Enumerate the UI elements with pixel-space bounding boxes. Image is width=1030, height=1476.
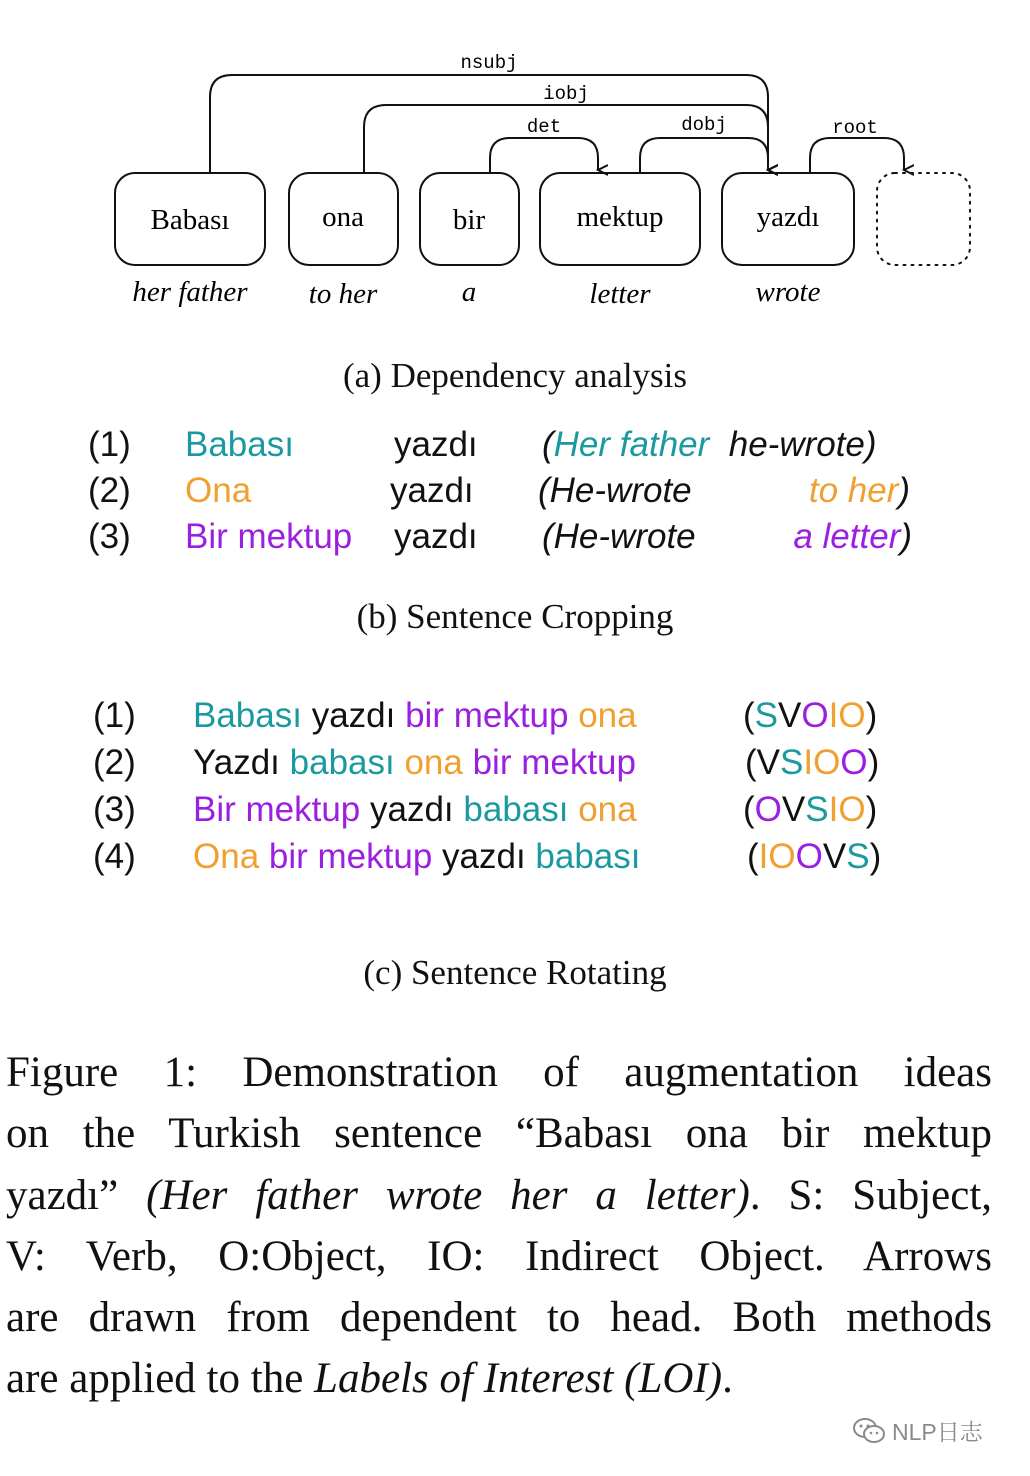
cropping-row-word: Bir mektup — [185, 517, 353, 556]
cropping-row-verb: yazdı — [394, 517, 478, 556]
figure-caption — [6, 1042, 992, 1410]
segment: babası — [463, 790, 579, 829]
arc-dobj — [640, 138, 768, 172]
caption-text: yazdı” — [6, 1171, 147, 1219]
caption-dependency-analysis: (a) Dependency analysis — [342, 356, 688, 395]
token-word: Babası — [150, 204, 230, 236]
caption-italic-text: (Her father wrote her a letter) — [146, 1171, 750, 1219]
segment: IO — [758, 837, 796, 876]
watermark-text: NLP日志 — [892, 1419, 983, 1445]
rotating-row-num: (3) — [93, 790, 136, 829]
caption-text: V: Verb, O:Object, IO: Indirect Object. Arrows — [6, 1232, 992, 1280]
rotating-row-order — [743, 790, 877, 830]
segment: bir mektup — [472, 743, 636, 782]
caption-text: are applied to the — [6, 1355, 315, 1403]
arc-label: root — [832, 117, 878, 139]
token-gloss: a — [461, 276, 477, 308]
caption-italic-text: Labels of Interest (LOI) — [314, 1355, 723, 1403]
rotating-row-order — [743, 696, 877, 736]
segment: O — [754, 790, 782, 829]
token-word: ona — [322, 201, 364, 233]
segment-group — [809, 471, 910, 511]
segment: V — [822, 837, 847, 876]
segment: yazdı — [370, 790, 464, 829]
caption-text: . — [722, 1355, 733, 1403]
segment: he-wrote) — [709, 425, 877, 464]
caption-line — [6, 1348, 992, 1409]
caption-sentence-rotating: (c) Sentence Rotating — [363, 953, 667, 992]
segment: V — [781, 790, 806, 829]
segment: O — [801, 696, 829, 735]
rotating-row-num: (2) — [93, 743, 136, 782]
segment: V — [756, 743, 781, 782]
caption-text: are drawn from dependent to head. Both methods — [6, 1294, 992, 1342]
caption-text: on the Turkish sentence “Babası ona bir mektup — [6, 1110, 992, 1158]
cropping-row-translation — [542, 425, 877, 465]
cropping-row-num: (3) — [88, 517, 131, 556]
segment: Bir mektup — [193, 790, 370, 829]
segment: bir mektup — [268, 837, 443, 876]
segment: S — [754, 696, 779, 735]
rotating-row-sentence — [193, 837, 641, 877]
arc-label: dobj — [681, 114, 727, 136]
rotating-row-order — [745, 743, 879, 783]
watermark — [852, 1414, 983, 1447]
cropping-row-word: Ona — [185, 471, 252, 510]
caption-line — [6, 1287, 992, 1348]
token-gloss: her father — [132, 276, 248, 308]
caption-line — [6, 1042, 992, 1103]
segment: IO — [828, 696, 866, 735]
segment: ona — [404, 743, 473, 782]
segment: ) — [865, 790, 878, 829]
segment: yazdı — [442, 837, 536, 876]
token-gloss: letter — [589, 278, 651, 310]
arc-label: nsubj — [460, 52, 518, 74]
caption-line — [6, 1103, 992, 1164]
segment: (He-wrote — [538, 471, 692, 510]
token-gloss: wrote — [755, 276, 821, 308]
token-word: bir — [452, 204, 486, 236]
token-word: mektup — [576, 201, 664, 233]
caption-sentence-cropping: (b) Sentence Cropping — [356, 597, 674, 636]
segment: ( — [542, 425, 554, 464]
segment: ( — [743, 696, 755, 735]
caption-line — [6, 1226, 992, 1287]
rotating-row-sentence — [193, 790, 637, 830]
cropping-row-verb: yazdı — [394, 425, 478, 464]
dependency-diagram — [0, 0, 1030, 330]
cropping-row-num: (2) — [88, 471, 131, 510]
segment: ) — [865, 696, 878, 735]
caption-text: Figure 1: Demonstration of augmentation ideas — [6, 1049, 992, 1096]
arc-label: det — [526, 116, 562, 138]
segment: yazdı — [311, 696, 406, 735]
arc-root — [810, 138, 904, 172]
segment: S — [805, 790, 829, 829]
cropping-row-translation — [538, 471, 910, 511]
segment: ( — [743, 790, 755, 829]
segment: O — [795, 837, 823, 876]
rotating-row-num: (4) — [93, 837, 136, 876]
cropping-row-num: (1) — [88, 425, 131, 464]
cropping-row-verb: yazdı — [390, 471, 474, 510]
segment: ) — [898, 471, 910, 510]
caption-text: . S: Subject, — [749, 1171, 993, 1219]
wechat-icon — [852, 1417, 886, 1445]
segment: S — [780, 743, 804, 782]
segment: a letter — [793, 517, 901, 556]
segment: Her father — [553, 425, 710, 464]
segment: ( — [745, 743, 757, 782]
rotating-row-sentence — [193, 696, 637, 736]
arc-det — [490, 138, 598, 172]
segment: ( — [747, 837, 759, 876]
segment: IO — [803, 743, 841, 782]
rotating-row-order — [747, 837, 881, 877]
segment: O — [840, 743, 868, 782]
segment: Yazdı — [193, 743, 290, 782]
caption-line — [6, 1165, 992, 1226]
segment: ) — [900, 517, 912, 556]
segment: ona — [578, 696, 637, 735]
token-word: yazdı — [756, 201, 820, 233]
segment: (He-wrote — [542, 517, 696, 556]
cropping-row-translation — [542, 517, 912, 557]
segment: Ona — [193, 837, 269, 876]
segment: ona — [578, 790, 637, 829]
arc-label: iobj — [543, 83, 589, 105]
cropping-row-word: Babası — [185, 425, 294, 464]
segment: S — [846, 837, 870, 876]
segment: V — [778, 696, 802, 735]
segment-group — [793, 517, 912, 557]
segment: babası — [535, 837, 641, 876]
root-box — [877, 173, 970, 265]
segment: IO — [828, 790, 866, 829]
rotating-row-num: (1) — [93, 696, 136, 735]
segment: ) — [869, 837, 882, 876]
segment: to her — [808, 471, 899, 510]
segment: bir mektup — [405, 696, 579, 735]
segment: Babası — [193, 696, 312, 735]
token-gloss: to her — [308, 278, 378, 310]
segment: ) — [867, 743, 880, 782]
rotating-row-sentence — [193, 743, 636, 783]
segment: babası — [289, 743, 405, 782]
